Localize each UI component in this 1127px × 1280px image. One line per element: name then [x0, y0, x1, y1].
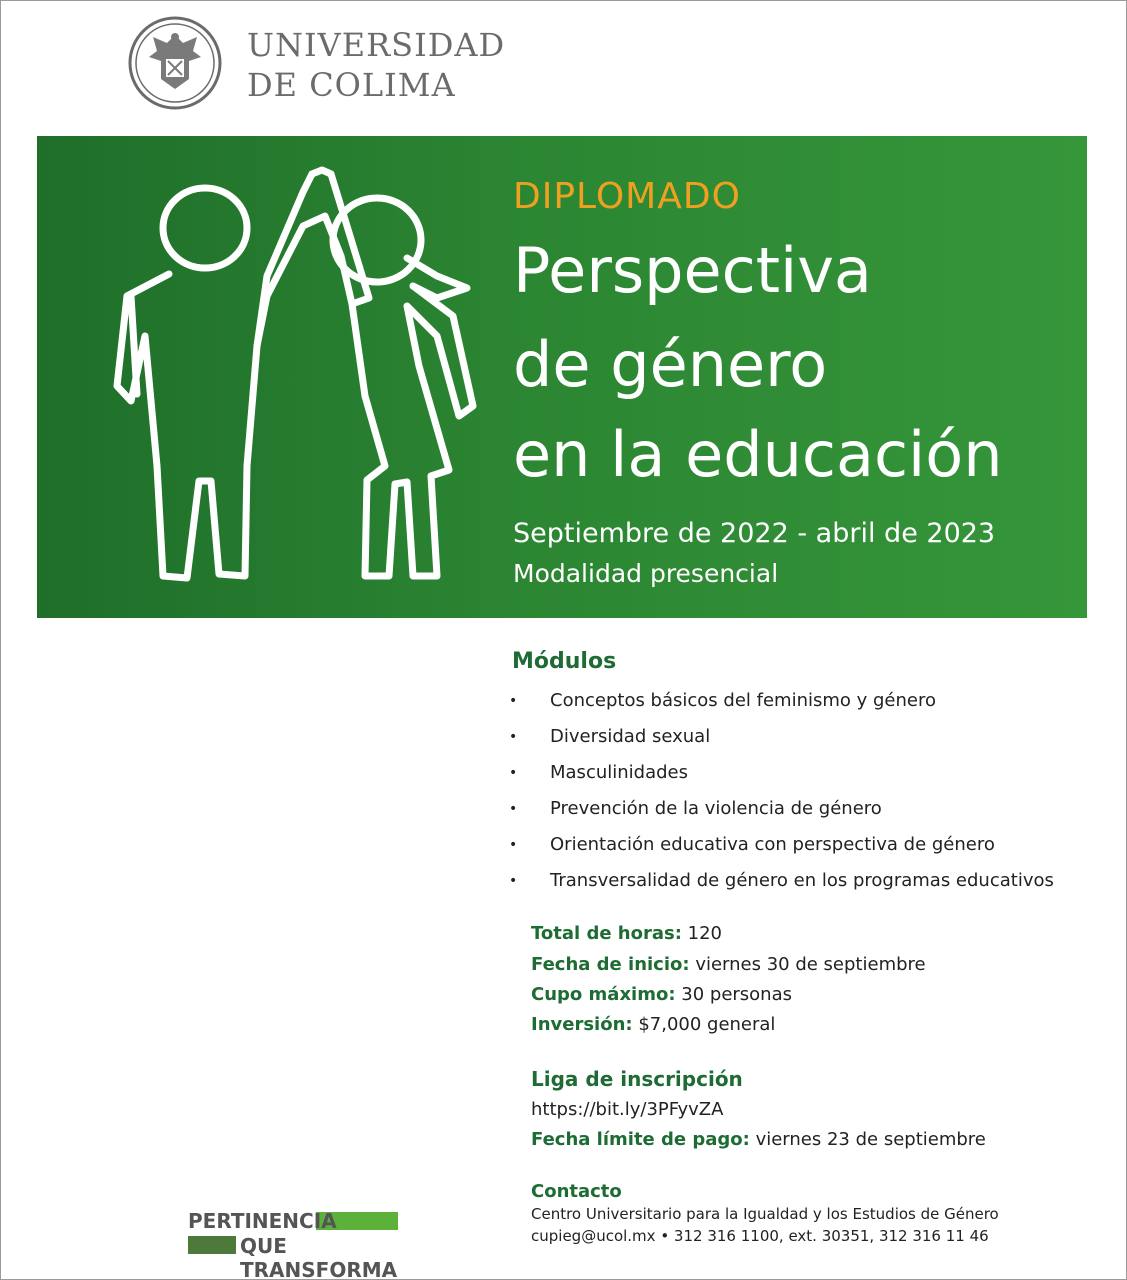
inversion — [531, 1014, 775, 1035]
logo-bar-olive — [188, 1236, 236, 1254]
children-figures-icon — [107, 166, 487, 606]
university-name-line2: DE COLIMA — [247, 66, 456, 104]
list-item-text: Orientación educativa con perspectiva de género — [550, 834, 995, 855]
list-item — [509, 867, 1054, 903]
cupo-maximo-label: Cupo máximo: — [531, 984, 676, 1005]
banner-dates: Septiembre de 2022 - abril de 2023 — [513, 518, 996, 549]
modulos-title: Módulos — [512, 649, 617, 674]
contacto-line1: Centro Universitario para la Igualdad y los Estudios de Género — [531, 1205, 999, 1223]
bullet: • — [509, 693, 518, 709]
hero-banner — [37, 136, 1087, 618]
list-item — [509, 759, 1054, 795]
banner-mode: Modalidad presencial — [513, 559, 779, 588]
bullet: • — [509, 873, 518, 889]
bullet: • — [509, 801, 518, 817]
modulos-list — [509, 687, 1054, 903]
fecha-limite-label: Fecha límite de pago: — [531, 1129, 750, 1150]
list-item — [509, 795, 1054, 831]
inversion-label: Inversión: — [531, 1014, 633, 1035]
total-horas-value: 120 — [681, 923, 722, 944]
university-name-line1: UNIVERSIDAD — [247, 26, 506, 64]
inscripcion-title: Liga de inscripción — [531, 1067, 743, 1091]
contacto-title: Contacto — [531, 1181, 622, 1202]
fecha-limite — [531, 1129, 986, 1150]
fecha-inicio-label: Fecha de inicio: — [531, 954, 690, 975]
inversion-value: $7,000 general — [632, 1014, 776, 1035]
list-item-text: Prevención de la violencia de género — [550, 798, 882, 819]
list-item-text: Masculinidades — [550, 762, 688, 783]
list-item — [509, 831, 1054, 867]
cupo-maximo — [531, 984, 792, 1005]
list-item-text: Transversalidad de género en los programas educativos — [550, 870, 1054, 891]
fecha-limite-value: viernes 23 de septiembre — [749, 1129, 986, 1150]
cupo-maximo-value: 30 personas — [675, 984, 793, 1005]
logo-word1: PERTINENCIA — [188, 1209, 337, 1233]
list-item-text: Conceptos básicos del feminismo y género — [550, 690, 936, 711]
bullet: • — [509, 837, 518, 853]
contacto-line2: cupieg@ucol.mx • 312 316 1100, ext. 30351, 312 316 11 46 — [531, 1227, 989, 1245]
banner-title-line1: Perspectiva — [513, 234, 872, 307]
list-item — [509, 687, 1054, 723]
university-logo — [127, 15, 506, 111]
banner-tag: DIPLOMADO — [513, 176, 741, 217]
university-name — [247, 25, 505, 105]
banner-title-line3: en la educación — [513, 418, 1003, 491]
total-horas-label: Total de horas: — [531, 923, 682, 944]
pertinencia-logo — [188, 1209, 400, 1280]
logo-word2: QUE TRANSFORMA — [240, 1234, 398, 1280]
list-item — [509, 723, 1054, 759]
list-item-text: Diversidad sexual — [550, 726, 711, 747]
banner-title-line2: de género — [513, 328, 828, 401]
fecha-inicio-value: viernes 30 de septiembre — [689, 954, 926, 975]
university-seal-icon — [127, 15, 223, 111]
bullet: • — [509, 729, 518, 745]
bullet: • — [509, 765, 518, 781]
inscripcion-link[interactable]: https://bit.ly/3PFyvZA — [531, 1099, 724, 1120]
total-horas — [531, 923, 722, 944]
fecha-inicio — [531, 954, 926, 975]
